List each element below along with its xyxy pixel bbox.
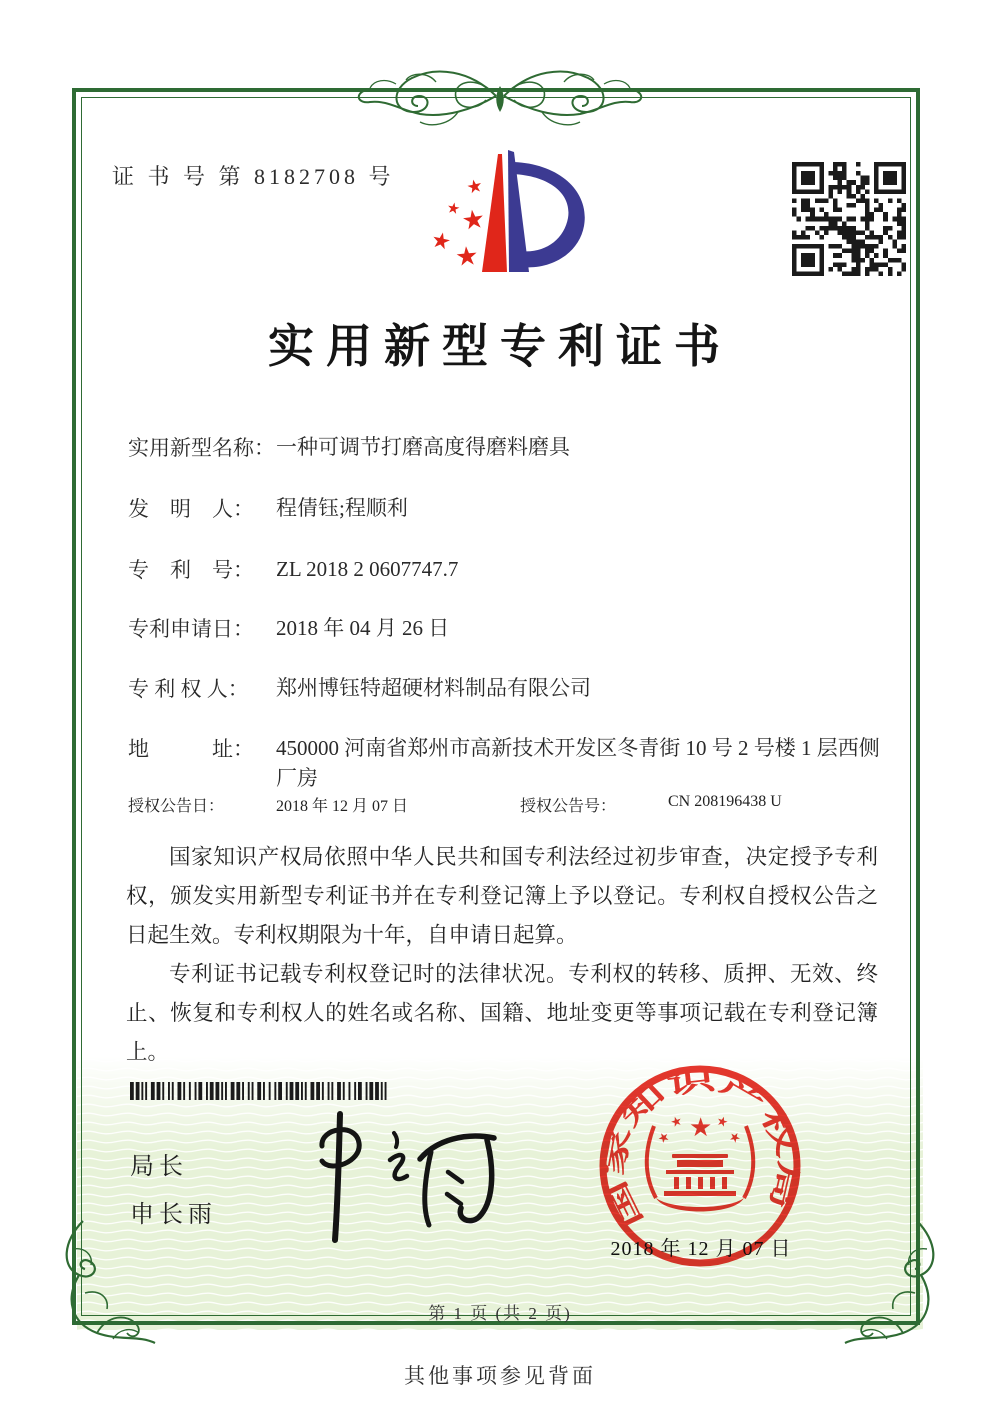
field-row-inventor — [128, 493, 884, 523]
field-value: 450000 河南省郑州市高新技术开发区冬青街 10 号 2 号楼 1 层西侧厂房 — [276, 736, 880, 790]
svg-text:★: ★ — [714, 1113, 730, 1132]
field-row-grant — [128, 793, 884, 816]
svg-text:★: ★ — [459, 203, 488, 237]
field-row-patentee — [128, 673, 884, 703]
svg-text:★: ★ — [689, 1113, 713, 1143]
field-label: 专 利 号： — [128, 558, 254, 582]
svg-text:★: ★ — [453, 241, 480, 273]
field-label: 专利申请日： — [128, 617, 254, 641]
issue-date: 2018 年 12 月 07 日 — [610, 1238, 792, 1260]
certificate-number: 证 书 号 第 8182708 号 — [112, 164, 395, 189]
svg-text:★: ★ — [464, 174, 485, 199]
grant-number-label: 授权公告号： — [520, 798, 617, 815]
back-note: 其他事项参见背面 — [404, 1364, 596, 1388]
cnipa-patent-logo-icon — [408, 150, 608, 298]
director-name: 申长雨 — [130, 1202, 217, 1228]
bottom-right-scroll-ornament-icon — [825, 1215, 945, 1355]
svg-text:★: ★ — [655, 1128, 673, 1148]
field-row-utility-model-name — [128, 432, 884, 462]
grant-number-value: CN 208196438 U — [668, 793, 782, 810]
field-label: 专 利 权 人： — [128, 677, 249, 701]
field-value: 一种可调节打磨高度得磨料磨具 — [276, 435, 570, 459]
seal-text: 国家知识产权局 — [598, 1067, 804, 1233]
director-signature-icon — [278, 1106, 510, 1250]
svg-text:★: ★ — [428, 227, 454, 256]
page-number: 第 1 页 (共 2 页) — [428, 1304, 572, 1323]
national-emblem-icon — [647, 1113, 754, 1212]
svg-text:★: ★ — [725, 1128, 744, 1148]
legal-paragraph-1: 国家知识产权局依照中华人民共和国专利法经过初步审查，决定授予专利权，颁发实用新型专利证书并在专利登记簿上予以登记。专利权自授权公告之日起生效。专利权期限为十年，自申请日起算。 — [126, 845, 878, 947]
bottom-left-scroll-ornament-icon — [55, 1215, 175, 1355]
field-value: ZL 2018 2 0607747.7 — [276, 557, 459, 581]
top-scroll-ornament-icon — [340, 52, 660, 140]
svg-text:★: ★ — [445, 198, 462, 219]
legal-paragraph-2: 专利证书记载专利权登记时的法律状况。专利权的转移、质押、无效、终止、恢复和专利权人的姓名或名称、国籍、地址变更等事项记载在专利登记簿上。 — [126, 962, 878, 1064]
barcode — [130, 1082, 388, 1100]
grant-date-value: 2018 年 12 月 07 日 — [276, 798, 409, 815]
qr-code — [792, 162, 906, 276]
field-value: 郑州博钰特超硬材料制品有限公司 — [276, 676, 591, 700]
svg-text:★: ★ — [668, 1113, 685, 1132]
director-title: 局长 — [130, 1154, 188, 1180]
certificate-title: 实用新型专利证书 — [268, 321, 732, 372]
legal-text — [126, 838, 878, 1072]
field-value: 程倩钰;程顺利 — [276, 496, 408, 520]
field-value: 2018 年 04 月 26 日 — [276, 616, 450, 640]
field-row-filing-date — [128, 613, 884, 643]
field-label: 发 明 人： — [128, 497, 254, 521]
field-row-patent-number — [128, 554, 884, 584]
field-label: 实用新型名称： — [128, 436, 275, 460]
grant-date-label: 授权公告日： — [128, 798, 225, 815]
field-row-address — [128, 733, 884, 793]
field-label: 地 址： — [128, 737, 254, 761]
